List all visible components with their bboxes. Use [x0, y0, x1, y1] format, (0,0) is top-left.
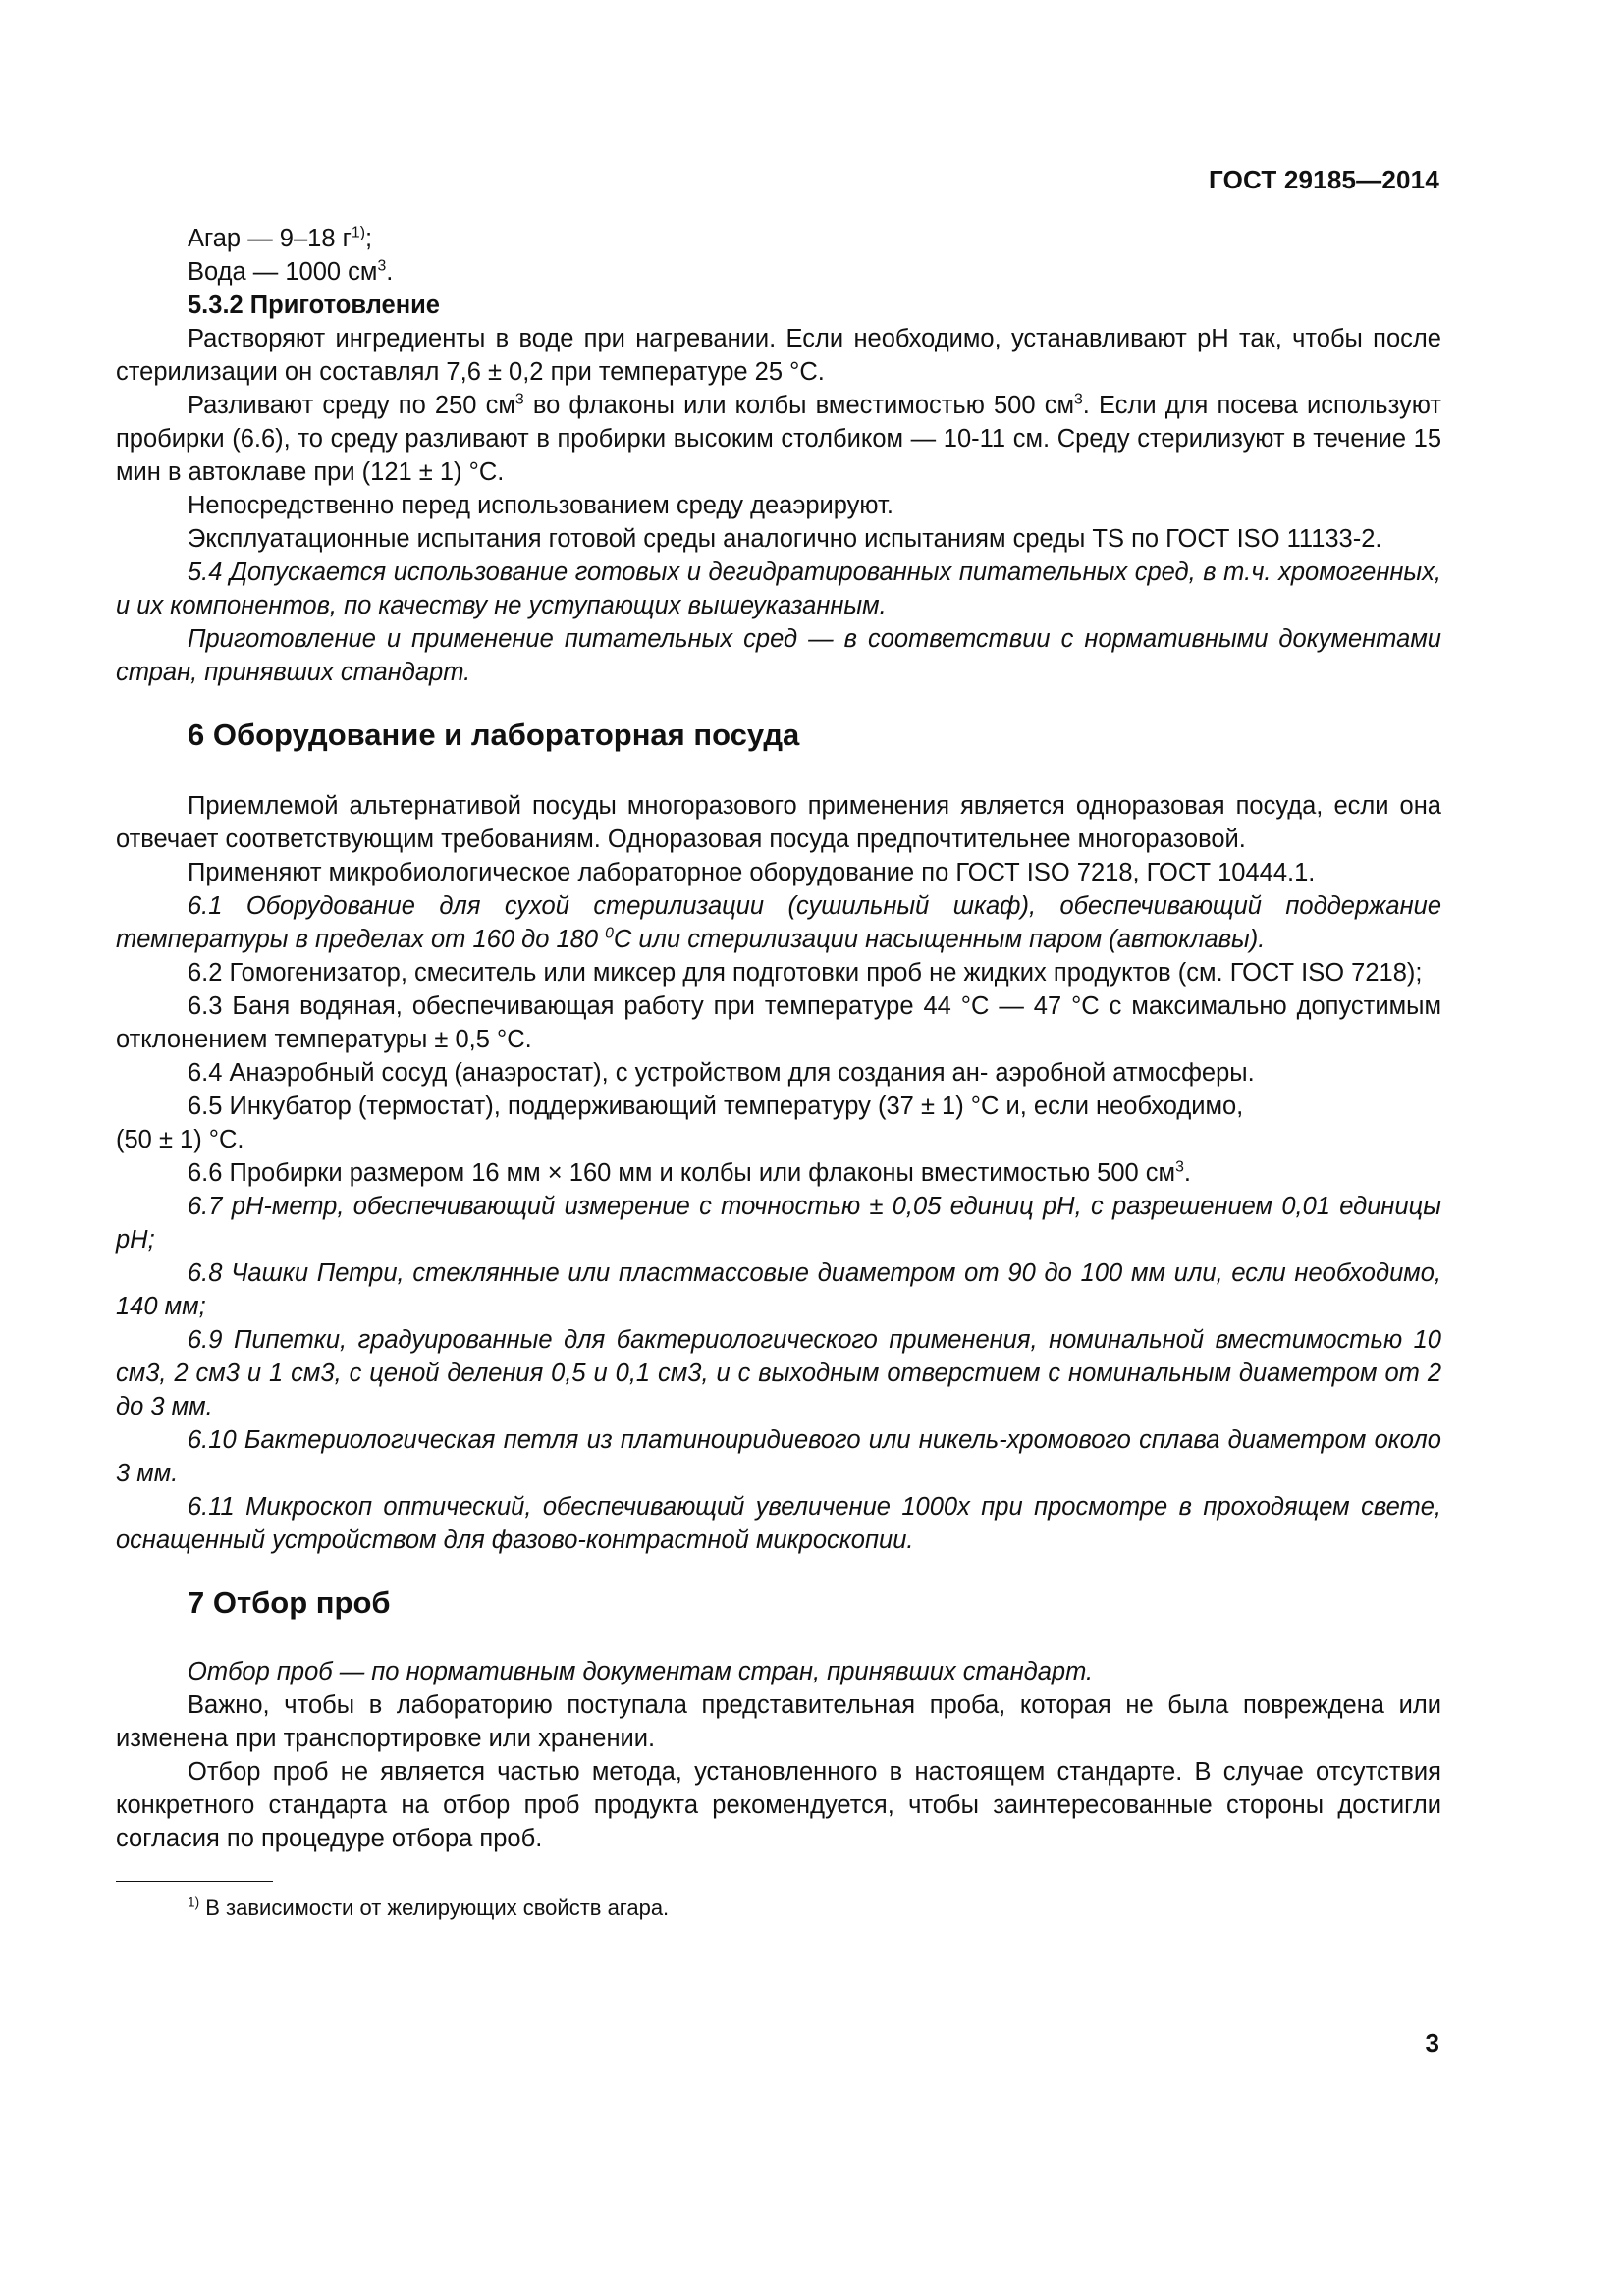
page-number: 3 — [1425, 2028, 1439, 2057]
item-6-9: 6.9 Пипетки, градуированные для бактериологического применения, номинальной вместимостью 10 см3, 2 см3 и 1 см3, с ценой деления 0,5 и 0,1 см3, и с выходным отверстием с номинальным диаметром от 2 до 3 мм. — [116, 1326, 1441, 1420]
item-6-8: 6.8 Чашки Петри, стеклянные или пластмассовые диаметром от 90 до 100 мм или, если необходимо, 140 мм; — [116, 1259, 1441, 1320]
paragraph-7-not-part: Отбор проб не является частью метода, установленного в настоящем стандарте. В случае отсутствия конкретного стандарта на отбор проб продукта рекомендуется, чтобы заинтересованные стороны достигли согласия по процедуре отбора проб. — [116, 1758, 1441, 1852]
paragraph-7-important: Важно, чтобы в лабораторию поступала представительная проба, которая не была повреждена или изменена при транспортировке или хранении. — [116, 1691, 1441, 1752]
paragraph-pour — [116, 389, 1441, 489]
water-text: Вода — 1000 см — [188, 258, 378, 286]
footnote-reference[interactable]: 1) — [351, 224, 365, 241]
item-6-10: 6.10 Бактериологическая петля из платиноиридиевого или никель-хромового сплава диаметром около 3 мм. — [116, 1426, 1441, 1487]
item-6-1 — [116, 889, 1441, 956]
item-6-6-end: . — [1183, 1159, 1191, 1187]
subsection-5-3-2-title: 5.3.2 Приготовление — [188, 292, 440, 319]
section-6-heading: 6 Оборудование и лабораторная посуда — [188, 718, 800, 752]
item-6-2: 6.2 Гомогенизатор, смеситель или миксер для подготовки проб не жидких продуктов (см. ГОСТ ISO 7218); — [188, 959, 1423, 987]
pour-superscript-1: 3 — [514, 391, 524, 408]
paragraph-7-normative: Отбор проб — по нормативным документам стран, принявших стандарт. — [188, 1658, 1094, 1685]
document-code-header: ГОСТ 29185—2014 — [1209, 165, 1439, 194]
water-line — [116, 255, 1441, 289]
agar-text: Агар — 9–18 г — [188, 225, 352, 252]
section-7-heading: 7 Отбор проб — [188, 1585, 391, 1620]
paragraph-5-4: 5.4 Допускается использование готовых и дегидратированных питательных сред, в т.ч. хромогенных, и их компонентов, по качеству не уступающих вышеуказанным. — [116, 559, 1441, 619]
paragraph-media-preparation: Приготовление и применение питательных сред — в соответствии с нормативными документами стран, принявших стандарт. — [116, 625, 1441, 686]
footnote-text: В зависимости от желирующих свойств агара. — [199, 1896, 670, 1920]
agar-line — [116, 222, 1441, 255]
pour-text-1: Разливают среду по 250 см — [188, 392, 515, 419]
footnote — [116, 1894, 1441, 1923]
item-6-4: 6.4 Анаэробный сосуд (анаэростат), с устройством для создания ан- аэробной атмосферы. — [188, 1059, 1255, 1087]
item-6-5: 6.5 Инкубатор (термостат), поддерживающий температуру (37 ± 1) °С и, если необходимо, — [188, 1093, 1244, 1120]
pour-text-3: . Если для посева используют пробирки (6.6), то среду разливают в пробирки высоким столбиком — 10-11 см. Среду стерилизуют в течение 15 мин в автоклаве при (121 ± 1) °С. — [116, 392, 1441, 486]
paragraph-tests: Эксплуатационные испытания готовой среды аналогично испытаниям среды TS по ГОСТ ISO 11133-2. — [188, 525, 1382, 553]
item-6-6-text: 6.6 Пробирки размером 16 мм × 160 мм и колбы или флаконы вместимостью 500 см — [188, 1159, 1176, 1187]
footnote-divider — [116, 1881, 273, 1882]
paragraph-6-apply: Применяют микробиологическое лабораторное оборудование по ГОСТ ISO 7218, ГОСТ 10444.1. — [188, 859, 1316, 886]
agar-end: ; — [364, 225, 373, 252]
item-6-1-text: 6.1 Оборудование для сухой стерилизации (сушильный шкаф), обеспечивающий поддержание температуры в пределах от 160 до 180 — [116, 892, 1441, 953]
page-body — [116, 222, 1441, 1923]
water-end: . — [386, 258, 394, 286]
paragraph-deaerate: Непосредственно перед использованием среду деаэрируют. — [188, 492, 893, 519]
paragraph-dissolve: Растворяют ингредиенты в воде при нагревании. Если необходимо, устанавливают рН так, чтобы после стерилизации он составлял 7,6 ± 0,2 при температуре 25 °С. — [116, 325, 1441, 386]
item-6-7: 6.7 рН-метр, обеспечивающий измерение с точностью ± 0,05 единиц рН, с разрешением 0,01 единицы рН; — [116, 1193, 1441, 1254]
pour-superscript-2: 3 — [1073, 391, 1083, 408]
item-6-6 — [116, 1156, 1441, 1190]
water-superscript: 3 — [377, 257, 387, 275]
item-6-1-superscript: 0 — [605, 925, 614, 942]
pour-text-2: во флаконы или колбы вместимостью 500 см — [523, 392, 1074, 419]
item-6-6-superscript: 3 — [1175, 1158, 1184, 1176]
item-6-11: 6.11 Микроскоп оптический, обеспечивающий увеличение 1000х при просмотре в проходящем свете, оснащенный устройством для фазово-контрастной микроскопии. — [116, 1493, 1441, 1554]
item-6-1-end: С или стерилизации насыщенным паром (автоклавы). — [613, 926, 1266, 953]
footnote-mark: 1) — [188, 1895, 200, 1910]
paragraph-6-alternative: Приемлемой альтернативой посуды многоразового применения является одноразовая посуда, если она отвечает соответствующим требованиям. Одноразовая посуда предпочтительнее многоразовой. — [116, 792, 1441, 853]
item-6-3: 6.3 Баня водяная, обеспечивающая работу при температуре 44 °С — 47 °С с максимально допустимым отклонением температуры ± 0,5 °С. — [116, 992, 1441, 1053]
item-6-5-continuation: (50 ± 1) °С. — [116, 1126, 244, 1153]
